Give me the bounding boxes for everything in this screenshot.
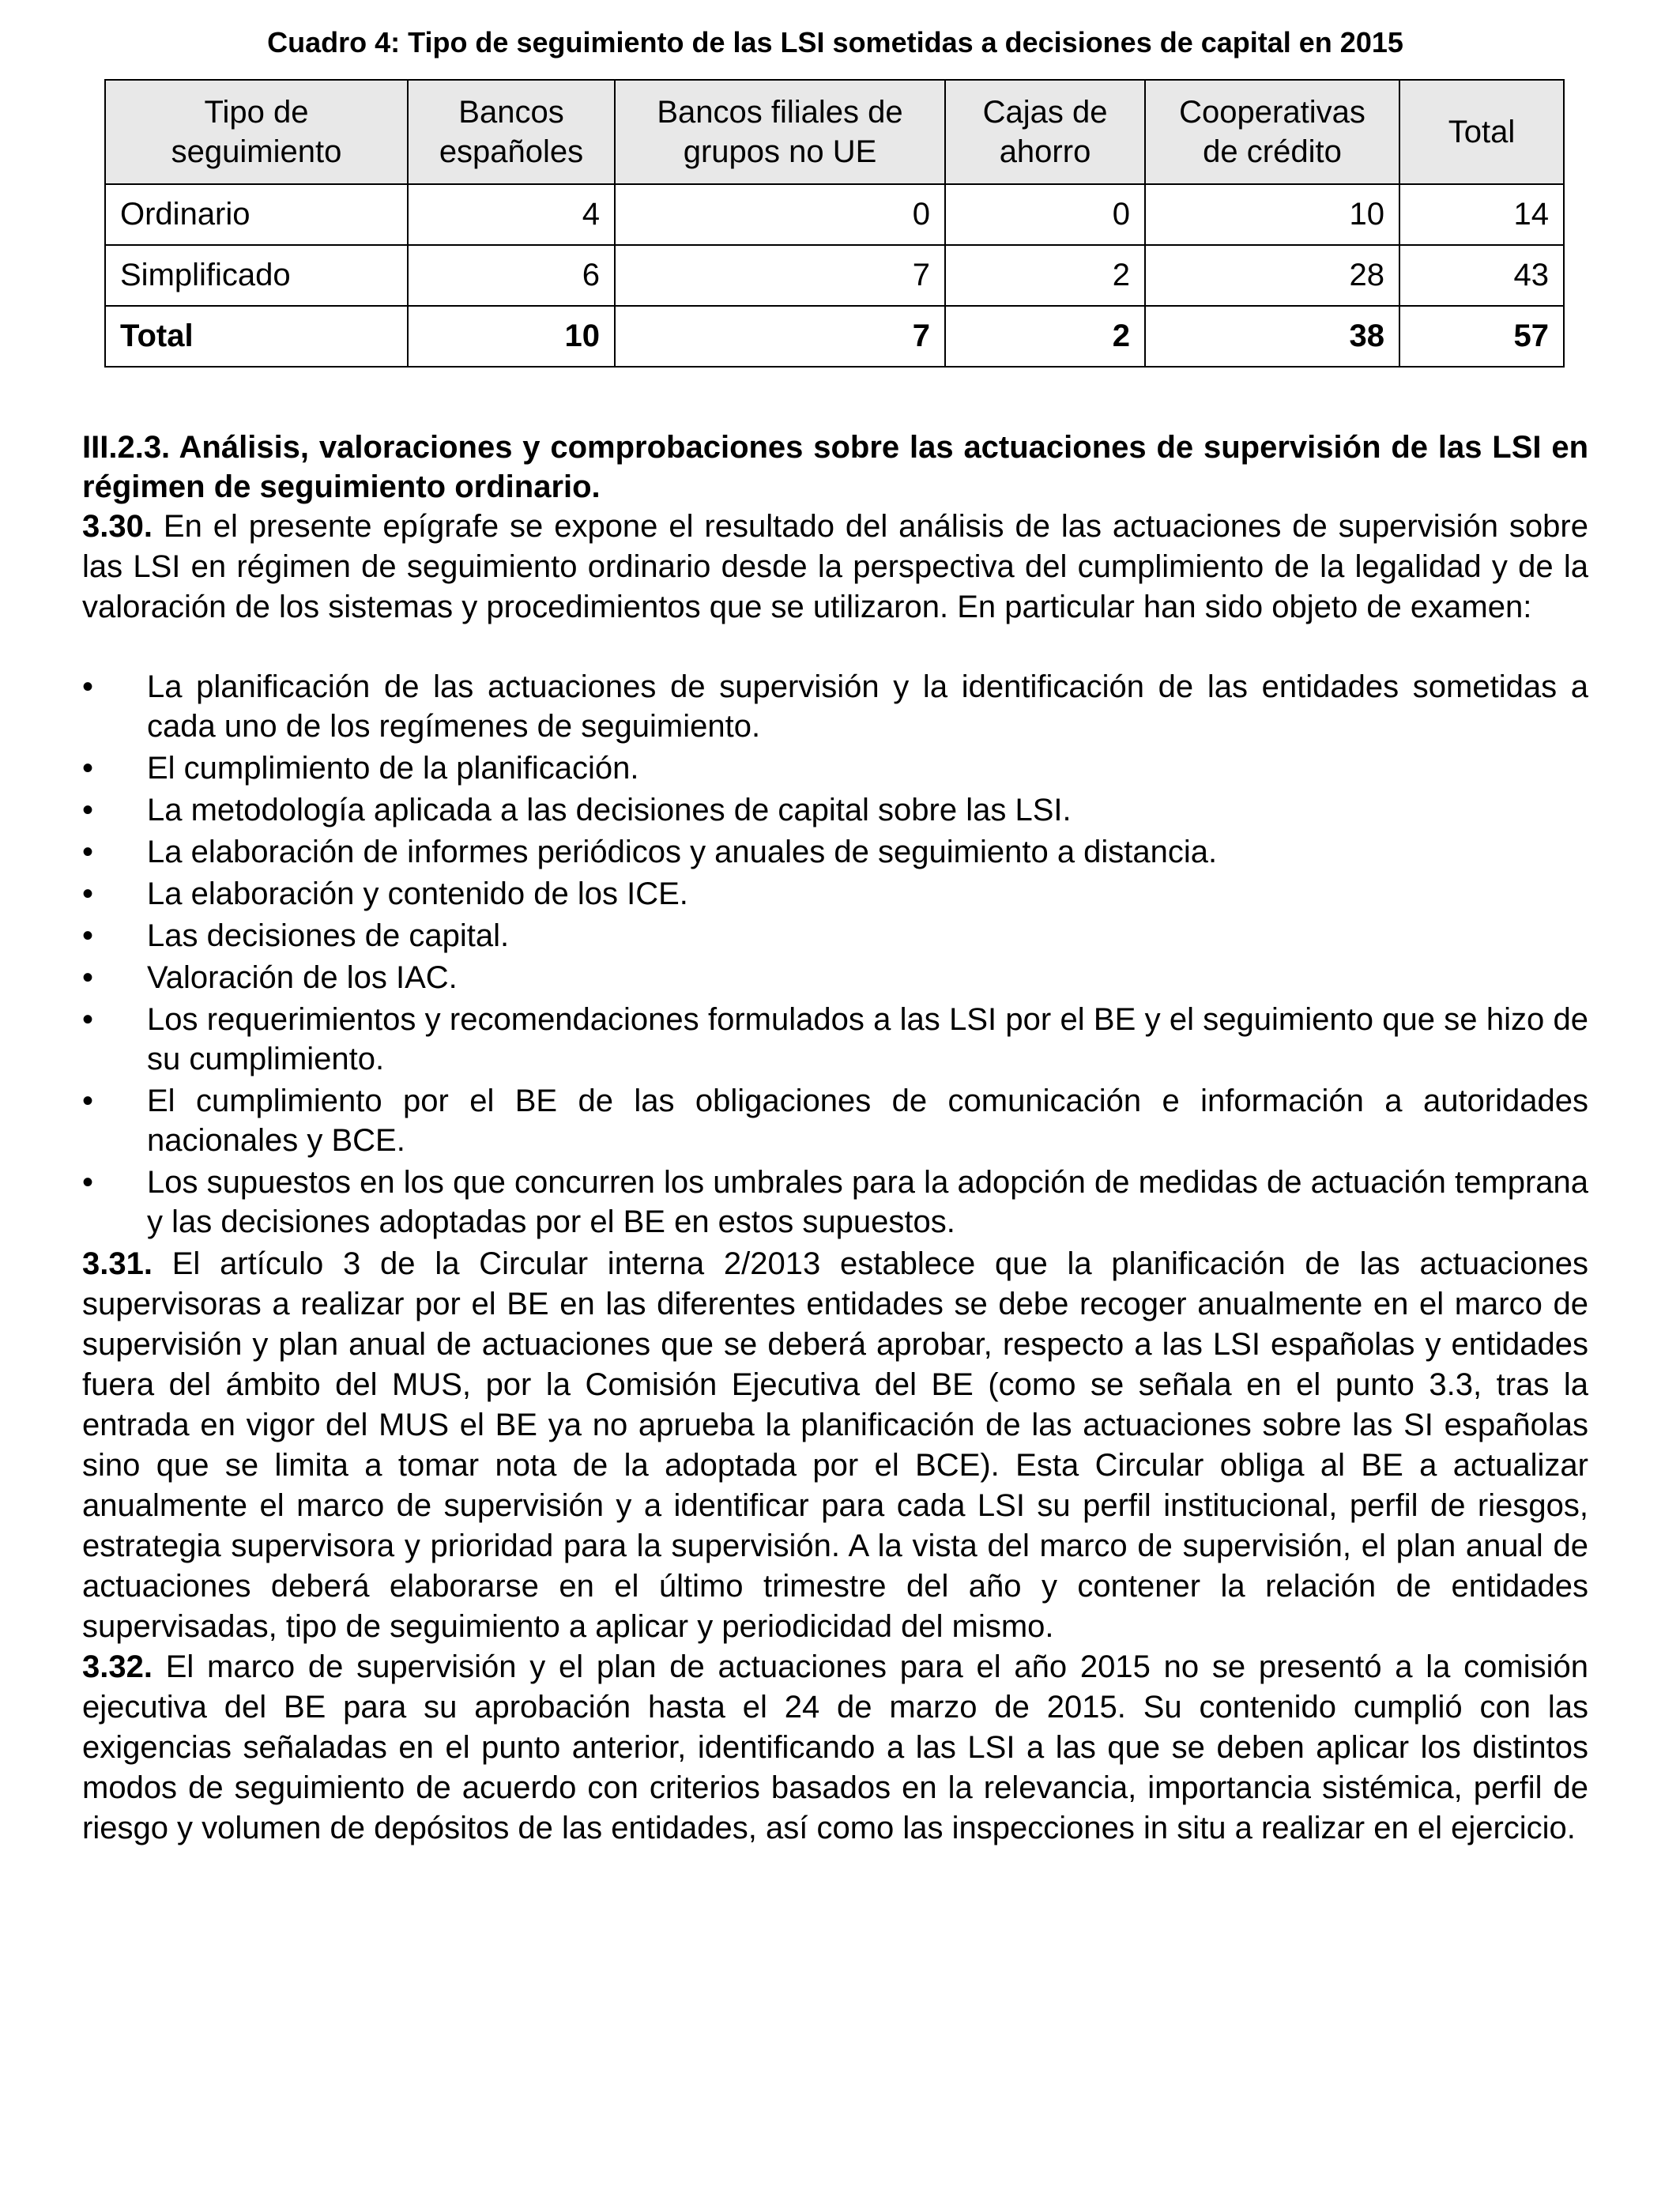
section-heading	[82, 428, 1588, 507]
list-item	[82, 1163, 1588, 1242]
paragraph-3-31	[82, 1244, 1588, 1647]
list-item-text: Las decisiones de capital.	[147, 918, 510, 953]
row-label: Simplificado	[105, 245, 408, 306]
paragraph-number: 3.30.	[82, 509, 153, 544]
table-caption: Cuadro 4: Tipo de seguimiento de las LSI sometidas a decisiones de capital en 2015	[267, 26, 1403, 58]
list-item	[82, 1000, 1588, 1079]
table-cell: 2	[945, 306, 1145, 367]
paragraph-3-30	[82, 507, 1588, 628]
column-header: Bancos filiales de grupos no UE	[615, 80, 945, 184]
table-row	[105, 184, 1564, 245]
list-item-text: El cumplimiento por el BE de las obligaciones de comunicación e información a autoridades nacionales y BCE.	[147, 1084, 1588, 1158]
table-cell: 28	[1145, 245, 1399, 306]
list-item	[82, 667, 1588, 746]
table-cell: 7	[615, 245, 945, 306]
list-item-text: La planificación de las actuaciones de supervisión y la identificación de las entidades sometidas a cada uno de los regímenes de seguimiento.	[147, 669, 1588, 744]
paragraph-text: El artículo 3 de la Circular interna 2/2013 establece que la planificación de las actuaciones supervisoras a realizar por el BE en las diferentes entidades se debe recoger anualmente en el marco de supervisión y plan anual de actuaciones que se deberá aprobar, respecto a las LSI españolas y entidades fuera del ámbito del MUS, por la Comisión Ejecutiva del BE (como se señala en el punto 3.3, tras la entrada en vigor del MUS el BE ya no aprueba la planificación de las actuaciones sobre las SI españolas sino que se limita a tomar nota de la adoptada por el BCE). Esta Circular obliga al BE a actualizar anualmente el marco de supervisión y a identificar para cada LSI su perfil institucional, perfil de riesgos, estrategia supervisora y prioridad para la supervisión. A la vista del marco de supervisión, el plan anual de actuaciones deberá elaborarse en el último trimestre del año y contener la relación de entidades supervisadas, tipo de seguimiento a aplicar y periodicidad del mismo.	[82, 1246, 1588, 1644]
row-label: Total	[105, 306, 408, 367]
paragraph-text: En el presente epígrafe se expone el resultado del análisis de las actuaciones de supervisión sobre las LSI en régimen de seguimiento ordinario desde la perspectiva del cumplimiento de la legalidad y de la valoración de los sistemas y procedimientos que se utilizaron. En particular han sido objeto de examen:	[82, 509, 1588, 624]
column-header: Bancos españoles	[408, 80, 615, 184]
table-cell: 43	[1399, 245, 1564, 306]
table-cell: 6	[408, 245, 615, 306]
list-item	[82, 748, 1588, 788]
list-item-text: Valoración de los IAC.	[147, 960, 458, 995]
list-item-text: Los requerimientos y recomendaciones formulados a las LSI por el BE y el seguimiento que se hizo de su cumplimiento.	[147, 1002, 1588, 1076]
table-cell: 14	[1399, 184, 1564, 245]
bullet-list	[82, 667, 1588, 1242]
paragraph-number: 3.31.	[82, 1246, 153, 1281]
list-item-text: El cumplimiento de la planificación.	[147, 751, 639, 786]
table-cell: 10	[408, 306, 615, 367]
list-item	[82, 790, 1588, 830]
table-cell: 38	[1145, 306, 1399, 367]
bullet-icon: •	[82, 1165, 94, 1200]
document-page	[82, 24, 1588, 1849]
list-item-text: La elaboración de informes periódicos y anuales de seguimiento a distancia.	[147, 835, 1218, 869]
bullet-icon: •	[82, 793, 94, 827]
table-row	[105, 245, 1564, 306]
list-item	[82, 916, 1588, 956]
bullet-icon: •	[82, 960, 94, 995]
section-number: III.2.3.	[82, 430, 171, 465]
table-header-row	[105, 80, 1564, 184]
list-item	[82, 1081, 1588, 1160]
paragraph-text: El marco de supervisión y el plan de actuaciones para el año 2015 no se presentó a la comisión ejecutiva del BE para su aprobación hasta el 24 de marzo de 2015. Su contenido cumplió con las exigencias señaladas en el punto anterior, identificando a las LSI a las que se deben aplicar los distintos modos de seguimiento de acuerdo con criterios basados en la relevancia, importancia sistémica, perfil de riesgo y volumen de depósitos de las entidades, así como las inspecciones in situ a realizar en el ejercicio.	[82, 1649, 1588, 1845]
paragraph-3-32	[82, 1647, 1588, 1849]
bullet-icon: •	[82, 1084, 94, 1118]
table-cell: 0	[615, 184, 945, 245]
section-title: Análisis, valoraciones y comprobaciones sobre las actuaciones de supervisión de las LSI en régimen de seguimiento ordinario.	[82, 430, 1589, 504]
bullet-icon: •	[82, 751, 94, 786]
row-label: Ordinario	[105, 184, 408, 245]
table-cell: 2	[945, 245, 1145, 306]
list-item-text: Los supuestos en los que concurren los umbrales para la adopción de medidas de actuación temprana y las decisiones adoptadas por el BE en estos supuestos.	[147, 1165, 1588, 1239]
table-cell: 10	[1145, 184, 1399, 245]
list-item-text: La metodología aplicada a las decisiones de capital sobre las LSI.	[147, 793, 1072, 827]
table-cell: 57	[1399, 306, 1564, 367]
bullet-icon: •	[82, 669, 94, 704]
paragraph-number: 3.32.	[82, 1649, 153, 1684]
list-item	[82, 958, 1588, 997]
list-item	[82, 874, 1588, 914]
table-total-row	[105, 306, 1564, 367]
column-header: Total	[1399, 80, 1564, 184]
column-header: Tipo de seguimiento	[105, 80, 408, 184]
table-cell: 0	[945, 184, 1145, 245]
table-cell: 7	[615, 306, 945, 367]
bullet-icon: •	[82, 918, 94, 953]
column-header: Cooperativas de crédito	[1145, 80, 1399, 184]
column-header: Cajas de ahorro	[945, 80, 1145, 184]
bullet-icon: •	[82, 835, 94, 869]
list-item	[82, 832, 1588, 872]
table-cell: 4	[408, 184, 615, 245]
data-table	[104, 79, 1565, 368]
bullet-icon: •	[82, 876, 94, 911]
bullet-icon: •	[82, 1002, 94, 1037]
list-item-text: La elaboración y contenido de los ICE.	[147, 876, 688, 911]
